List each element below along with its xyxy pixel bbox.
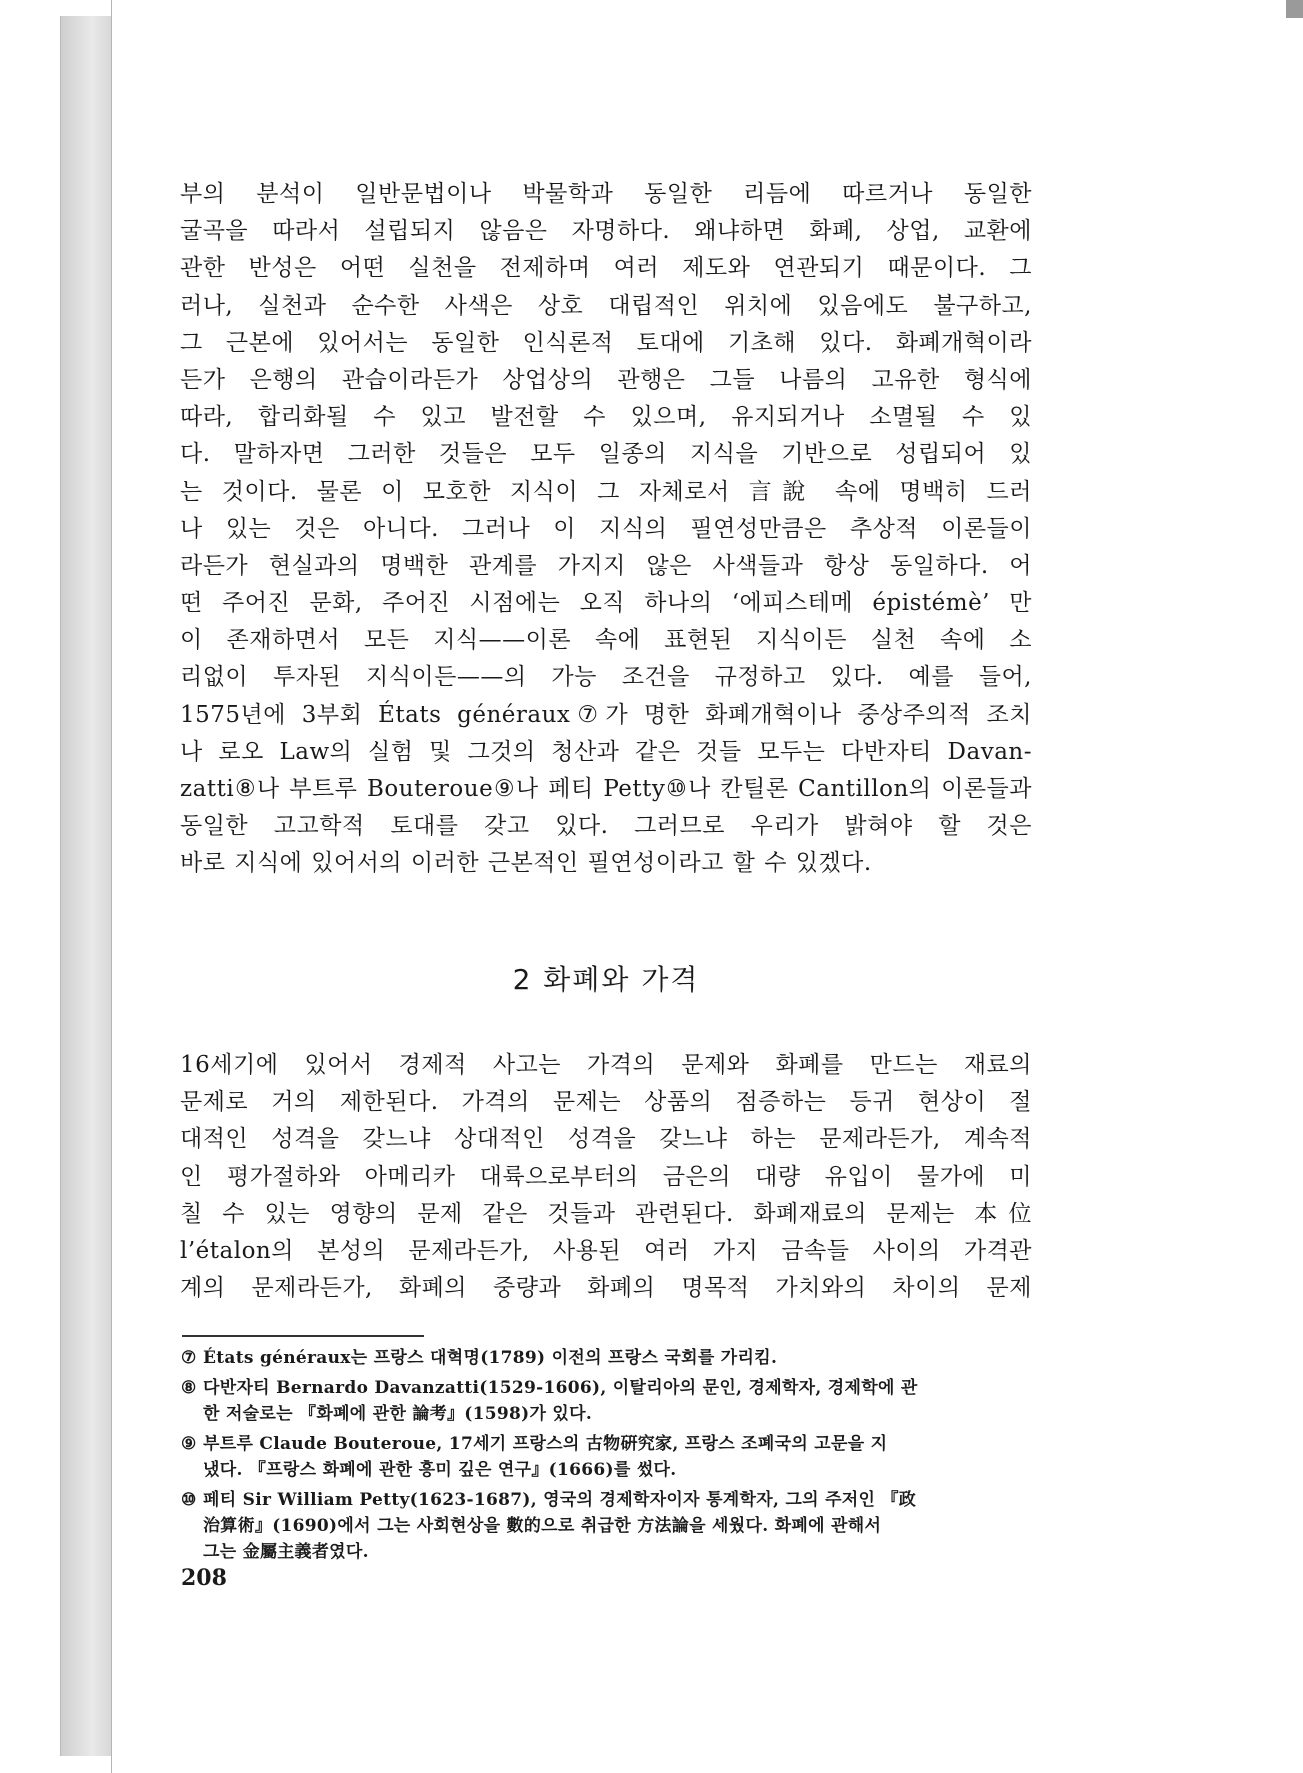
text-line: 라든가 현실과의 명백한 관계를 가지지 않은 사색들과 항상 동일하다. 어 bbox=[180, 552, 1032, 579]
book-spine bbox=[60, 16, 114, 1756]
text-line: 굴곡을 따라서 설립되지 않음은 자명하다. 왜냐하면 화폐, 상업, 교환에 bbox=[180, 218, 1032, 245]
text-line: 든가 은행의 관습이라든가 상업상의 관행은 그들 나름의 고유한 형식에 bbox=[180, 366, 1032, 393]
footnote-text: États généraux는 프랑스 대혁명(1789) 이전의 프랑스 국회를 가리킴. bbox=[203, 1348, 778, 1368]
footnote-marker: ⑩ bbox=[181, 1490, 197, 1510]
footnote-line bbox=[181, 1487, 1031, 1513]
footnote-marker: ⑦ bbox=[181, 1348, 197, 1368]
footnote-divider bbox=[182, 1335, 424, 1337]
text-line: 그 근본에 있어서는 동일한 인식론적 토대에 기초해 있다. 화폐개혁이라 bbox=[180, 329, 1032, 356]
section-heading: 2 화폐와 가격 bbox=[512, 963, 700, 996]
page-corner bbox=[1286, 0, 1303, 18]
footnote-text: 부트루 Claude Bouteroue, 17세기 프랑스의 古物硏究家, 프랑스 조폐국의 고문을 지 bbox=[203, 1434, 888, 1454]
text-line: 이 존재하면서 모든 지식——이론 속에 표현된 지식이든 실천 속에 소 bbox=[180, 627, 1032, 654]
text-line: 리없이 투자된 지식이든——의 가능 조건을 규정하고 있다. 예를 들어, bbox=[180, 664, 1032, 691]
text-line: 칠 수 있는 영향의 문제 같은 것들과 관련된다. 화폐재료의 문제는 本位 bbox=[180, 1200, 1032, 1227]
footnote-text: 다반자티 Bernardo Davanzatti(1529-1606), 이탈리아의 문인, 경제학자, 경제학에 관 bbox=[203, 1378, 918, 1398]
footnote-marker: ⑧ bbox=[181, 1378, 197, 1398]
text-line: 다. 말하자면 그러한 것들은 모두 일종의 지식을 기반으로 성립되어 있 bbox=[180, 441, 1032, 468]
footnote-10 bbox=[181, 1487, 1031, 1565]
footnotes bbox=[181, 1345, 1031, 1569]
text-line-last: 바로 지식에 있어서의 이러한 근본적인 필연성이라고 할 수 있겠다. bbox=[180, 850, 872, 877]
text-line: 16세기에 있어서 경제적 사고는 가격의 문제와 화폐를 만드는 재료의 bbox=[180, 1052, 1032, 1078]
text-line: 대적인 성격을 갖느냐 상대적인 성격을 갖느냐 하는 문제라든가, 계속적 bbox=[180, 1126, 1032, 1153]
footnote-text: 페티 Sir William Petty(1623-1687), 영국의 경제학자이자 통계학자, 그의 주저인 『政 bbox=[203, 1490, 917, 1510]
text-line: 는 것이다. 물론 이 모호한 지식이 그 자체로서 言說 속에 명백히 드러 bbox=[180, 478, 1032, 505]
text-line: 따라, 합리화될 수 있고 발전할 수 있으며, 유지되거나 소멸될 수 있 bbox=[180, 404, 1032, 431]
footnote-line bbox=[181, 1375, 1031, 1401]
footnote-line bbox=[181, 1431, 1031, 1457]
text-line: 러나, 실천과 순수한 사색은 상호 대립적인 위치에 있음에도 불구하고, bbox=[180, 292, 1032, 319]
footnote-line: 그는 金屬主義者였다. bbox=[203, 1542, 369, 1562]
text-line: zatti⑧나 부트루 Bouteroue⑨나 페티 Petty⑩나 칸틸론 Cantillon의 이론들과 bbox=[180, 776, 1032, 802]
footnote-7 bbox=[181, 1345, 1031, 1371]
page-number: 208 bbox=[181, 1565, 227, 1591]
text-line: 떤 주어진 문화, 주어진 시점에는 오직 하나의 ‘에피스테메 épistémè’ 만 bbox=[180, 590, 1032, 617]
footnote-line: 治算術』(1690)에서 그는 사회현상을 數的으로 취급한 方法論을 세웠다. 화폐에 관해서 bbox=[203, 1516, 882, 1536]
text-line: 나 로오 Law의 실험 및 그것의 청산과 같은 것들 모두는 다반자티 Davan- bbox=[180, 738, 1032, 765]
body-paragraph-1 bbox=[180, 176, 1032, 883]
text-line: l’étalon의 본성의 문제라든가, 사용된 여러 가지 금속들 사이의 가격관 bbox=[180, 1237, 1032, 1264]
text-line: 동일한 고고학적 토대를 갖고 있다. 그러므로 우리가 밝혀야 할 것은 bbox=[180, 813, 1032, 840]
text-line: 계의 문제라든가, 화폐의 중량과 화폐의 명목적 가치와의 차이의 문제 bbox=[180, 1275, 1032, 1302]
footnote-line: 냈다. 『프랑스 화폐에 관한 흥미 깊은 연구』(1666)를 썼다. bbox=[203, 1460, 677, 1480]
text-line: 문제로 거의 제한된다. 가격의 문제는 상품의 점증하는 등귀 현상이 절 bbox=[180, 1089, 1032, 1116]
text-line: 인 평가절하와 아메리카 대륙으로부터의 금은의 대량 유입이 물가에 미 bbox=[180, 1163, 1032, 1190]
footnote-8 bbox=[181, 1375, 1031, 1427]
footnote-line bbox=[181, 1345, 1031, 1371]
footnote-9 bbox=[181, 1431, 1031, 1483]
body-paragraph-2 bbox=[180, 1047, 1032, 1307]
text-line: 1575년에 3부회 États généraux⑦가 명한 화폐개혁이나 중상주의적 조치 bbox=[180, 701, 1032, 728]
text-line: 나 있는 것은 아니다. 그러나 이 지식의 필연성만큼은 추상적 이론들이 bbox=[180, 515, 1032, 542]
footnote-line: 한 저술로는 『화폐에 관한 論考』(1598)가 있다. bbox=[203, 1404, 593, 1424]
text-line: 관한 반성은 어떤 실천을 전제하며 여러 제도와 연관되기 때문이다. 그 bbox=[180, 255, 1032, 282]
footnote-marker: ⑨ bbox=[181, 1434, 197, 1454]
text-line: 부의 분석이 일반문법이나 박물학과 동일한 리듬에 따르거나 동일한 bbox=[180, 181, 1032, 207]
